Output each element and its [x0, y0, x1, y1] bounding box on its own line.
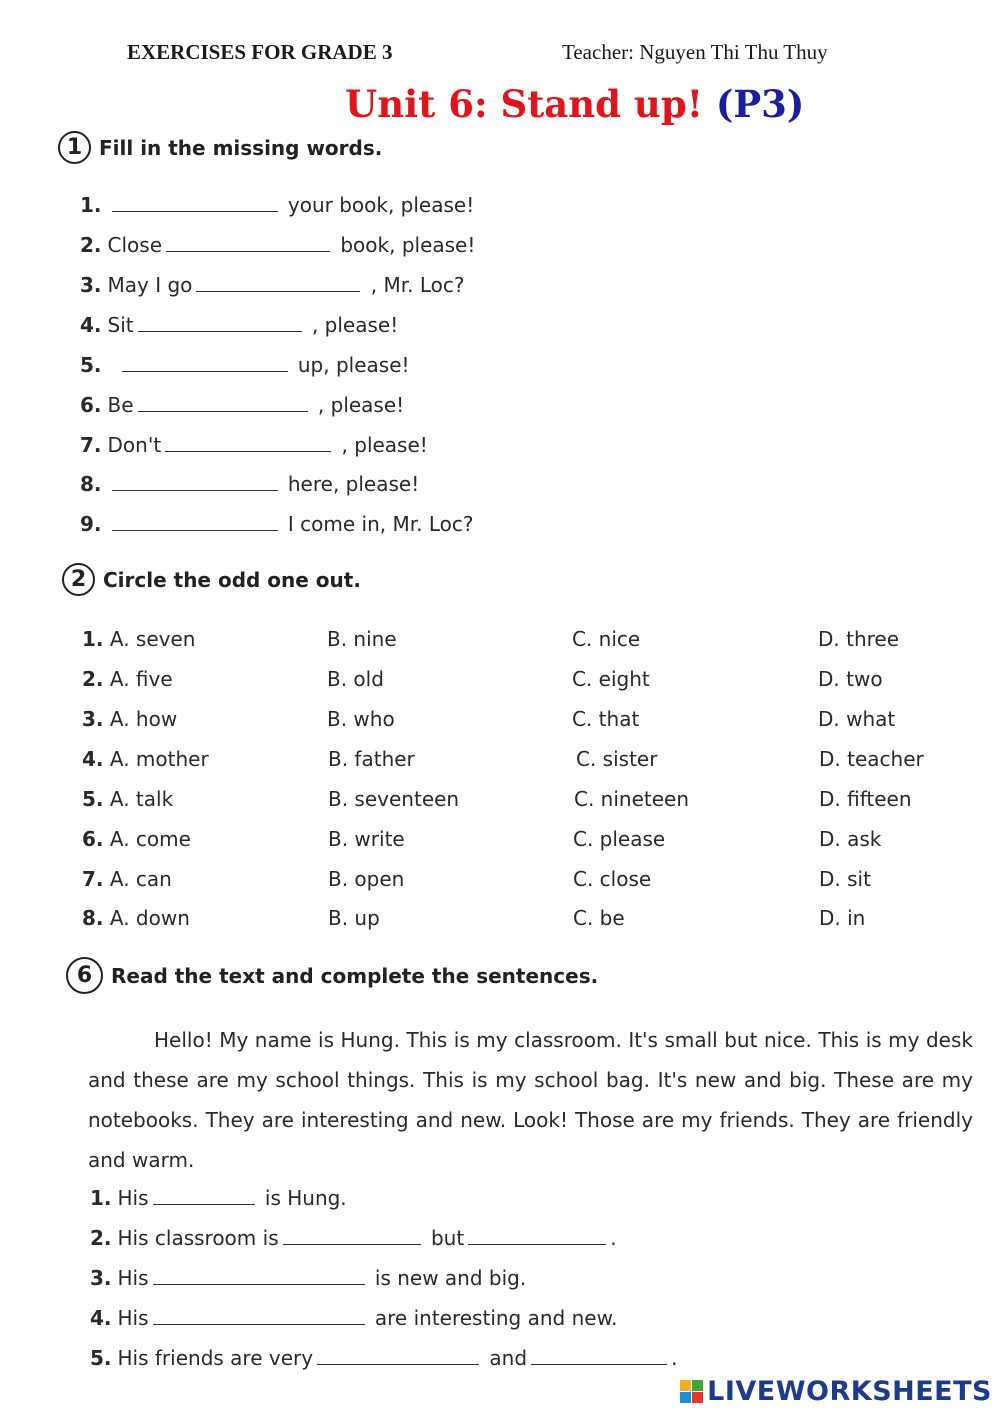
- answer-blank[interactable]: [112, 195, 278, 212]
- page-title: [345, 82, 804, 126]
- worksheet-header-left: EXERCISES FOR GRADE 3: [127, 40, 393, 64]
- answer-blank[interactable]: [165, 435, 331, 452]
- fill-item: 5. up, please!: [80, 353, 410, 377]
- section-3-title: Read the text and complete the sentences.: [111, 963, 599, 988]
- answer-blank[interactable]: [112, 514, 278, 531]
- section-3-number: 6: [66, 957, 103, 994]
- answer-blank[interactable]: [531, 1348, 667, 1365]
- fill-item: 1. your book, please!: [80, 193, 475, 217]
- option-a[interactable]: 7. A. can: [82, 867, 172, 891]
- option-d[interactable]: D. ask: [819, 827, 882, 851]
- option-a[interactable]: 2. A. five: [82, 667, 173, 691]
- teacher-name: Teacher: Nguyen Thi Thu Thuy: [562, 40, 828, 64]
- option-d[interactable]: D. three: [818, 627, 900, 651]
- fill-item: 3. May I go , Mr. Loc?: [80, 273, 465, 297]
- option-a[interactable]: 3. A. how: [82, 707, 178, 731]
- option-c[interactable]: C. nineteen: [574, 787, 690, 811]
- option-d[interactable]: D. in: [819, 906, 866, 930]
- logo-icon: [680, 1380, 703, 1403]
- answer-blank[interactable]: [153, 1308, 365, 1325]
- answer-blank[interactable]: [138, 315, 302, 332]
- answer-blank[interactable]: [283, 1228, 421, 1245]
- section-1-number: 1: [58, 131, 91, 164]
- option-c[interactable]: C. please: [573, 827, 666, 851]
- complete-item: 5. His friends are very and .: [90, 1346, 678, 1370]
- section-2-title: Circle the odd one out.: [103, 567, 361, 592]
- option-b[interactable]: B. open: [328, 867, 405, 891]
- option-a[interactable]: 1. A. seven: [82, 627, 196, 651]
- option-b[interactable]: B. write: [328, 827, 405, 851]
- section-1-heading: [58, 131, 382, 164]
- section-2-heading: [62, 563, 361, 596]
- answer-blank[interactable]: [122, 355, 288, 372]
- complete-item: 4. His are interesting and new.: [90, 1306, 618, 1330]
- complete-item: 2. His classroom is but .: [90, 1226, 617, 1250]
- option-a[interactable]: 5. A. talk: [82, 787, 174, 811]
- answer-blank[interactable]: [166, 235, 330, 252]
- option-d[interactable]: D. what: [818, 707, 896, 731]
- answer-blank[interactable]: [153, 1188, 255, 1205]
- reading-passage: Hello! My name is Hung. This is my classroom. It's small but nice. This is my desk and these are my school things. This is my school bag. It's new and big. These are my notebooks. They are interesting and new. Look! Those are my friends. They are friendly and warm.: [88, 1028, 973, 1172]
- option-b[interactable]: B. nine: [327, 627, 397, 651]
- fill-item: 2. Close book, please!: [80, 233, 476, 257]
- answer-blank[interactable]: [112, 474, 278, 491]
- option-b[interactable]: B. old: [327, 667, 384, 691]
- answer-blank[interactable]: [317, 1348, 479, 1365]
- answer-blank[interactable]: [138, 395, 308, 412]
- option-a[interactable]: 6. A. come: [82, 827, 191, 851]
- complete-item: 3. His is new and big.: [90, 1266, 527, 1290]
- complete-item: 1. His is Hung.: [90, 1186, 347, 1210]
- option-d[interactable]: D. sit: [819, 867, 871, 891]
- option-b[interactable]: B. up: [328, 906, 380, 930]
- section-3-heading: [66, 957, 598, 994]
- answer-blank[interactable]: [153, 1268, 365, 1285]
- option-c[interactable]: C. that: [572, 707, 640, 731]
- option-a[interactable]: 4. A. mother: [82, 747, 209, 771]
- answer-blank[interactable]: [468, 1228, 606, 1245]
- fill-item: 6. Be , please!: [80, 393, 405, 417]
- option-d[interactable]: D. teacher: [819, 747, 924, 771]
- option-c[interactable]: C. be: [573, 906, 625, 930]
- option-c[interactable]: C. eight: [572, 667, 650, 691]
- option-b[interactable]: B. father: [328, 747, 415, 771]
- option-c[interactable]: C. sister: [576, 747, 658, 771]
- fill-item: 4. Sit , please!: [80, 313, 399, 337]
- section-2-number: 2: [62, 563, 95, 596]
- option-b[interactable]: B. who: [327, 707, 395, 731]
- answer-blank[interactable]: [196, 275, 360, 292]
- liveworksheets-logo[interactable]: [680, 1376, 992, 1407]
- option-c[interactable]: C. close: [573, 867, 652, 891]
- section-1-title: Fill in the missing words.: [99, 135, 383, 160]
- option-a[interactable]: 8. A. down: [82, 906, 190, 930]
- fill-item: 7. Don't , please!: [80, 433, 428, 457]
- option-d[interactable]: D. two: [818, 667, 883, 691]
- title-unit: Unit 6: Stand up!: [345, 82, 703, 126]
- option-c[interactable]: C. nice: [572, 627, 641, 651]
- fill-item: 9. I come in, Mr. Loc?: [80, 512, 474, 536]
- title-part: (P3): [715, 82, 805, 126]
- option-d[interactable]: D. fifteen: [819, 787, 912, 811]
- fill-item: 8. here, please!: [80, 472, 420, 496]
- logo-text: LIVEWORKSHEETS: [707, 1376, 992, 1407]
- option-b[interactable]: B. seventeen: [328, 787, 460, 811]
